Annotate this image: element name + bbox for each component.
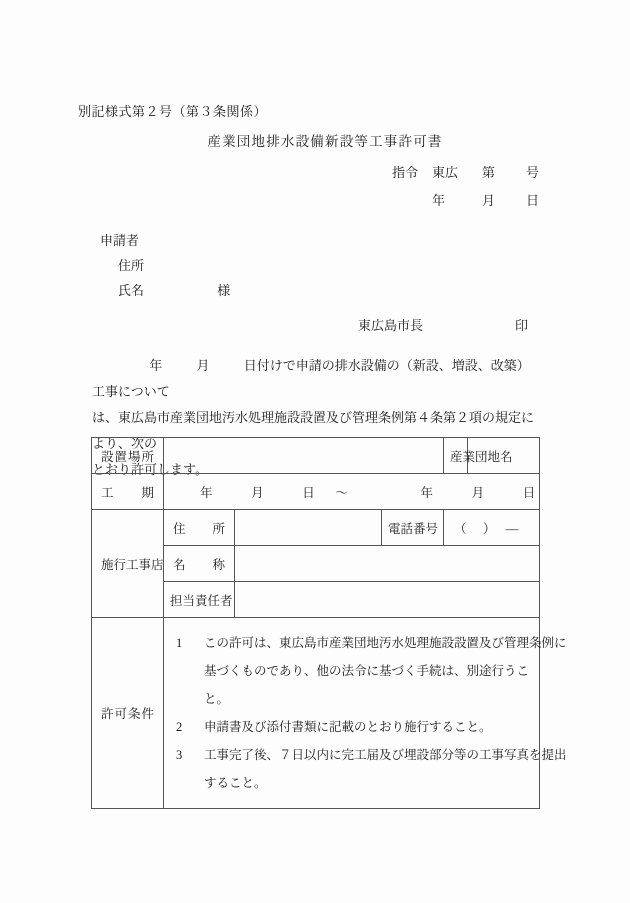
issuer-line [358, 315, 528, 334]
table-row-term [92, 474, 540, 510]
office-code: 東広 [432, 165, 459, 180]
condition-text: この許可は、東広島市産業団地汚水処理施設設置及び管理条例に [204, 636, 567, 650]
condition-text-continued: 基づくものであり、他の法令に基づく手続は、別途行うこと。 [204, 664, 530, 706]
body-year-label: 年 [149, 358, 163, 373]
form-identifier: 別記様式第２号（第３条関係） [78, 104, 268, 119]
document-number-block [392, 162, 546, 218]
conditions-cell [164, 618, 567, 809]
condition-text: 工事完了後、７日以内に完工届及び埋設部分等の工事写真を提出 [204, 748, 567, 762]
term-value[interactable] [164, 474, 540, 510]
term-label: 工期 [92, 474, 164, 510]
body-line-3: とおり許可します。 [92, 462, 208, 477]
term-day-start: 日 [302, 485, 315, 500]
condition-item [176, 629, 567, 657]
body-line-1-text: 日付けで申請の排水設備の（新設、増設、改築）工事について [92, 358, 530, 399]
contractor-name-label: 名称 [164, 546, 235, 582]
term-year-start: 年 [200, 485, 213, 500]
condition-item [176, 713, 529, 741]
shirei-label: 指令 [392, 165, 419, 180]
term-tilde: ～ [335, 485, 348, 500]
applicant-name-label: 氏名 [118, 283, 145, 298]
document-date-line [392, 190, 546, 209]
term-year-end: 年 [420, 485, 434, 500]
seal-icon: 印 [514, 318, 528, 333]
condition-number: 3 [176, 748, 183, 762]
location-value[interactable] [164, 438, 444, 474]
location-label: 設置場所 [92, 438, 164, 474]
term-month-start: 月 [251, 485, 264, 500]
term-day-end: 日 [522, 485, 536, 500]
telephone-label: 電話番号 [382, 510, 444, 546]
responsible-person-label: 担当責任者 [164, 582, 235, 618]
contractor-address-value[interactable] [235, 510, 382, 546]
conditions-label: 許可条件 [92, 618, 164, 809]
condition-text-continued: すること。 [204, 776, 267, 790]
applicant-heading: 申請者 [100, 233, 140, 248]
gou-label: 号 [526, 165, 540, 180]
table-row-conditions [92, 618, 540, 809]
table-row-location [92, 438, 540, 474]
condition-number: 2 [176, 720, 183, 734]
responsible-person-value[interactable] [235, 582, 540, 618]
permit-table [91, 437, 567, 809]
date-spacer [392, 190, 432, 209]
contractor-label: 施行工事店 [92, 510, 164, 618]
applicant-name-row [100, 278, 230, 303]
applicant-address-label: 住所 [118, 258, 145, 273]
condition-text: 申請書及び添付書類に記載のとおり施行すること。 [204, 720, 492, 734]
dai-label: 第 [482, 165, 496, 180]
condition-number: 1 [176, 636, 183, 650]
month-label: 月 [482, 193, 496, 208]
year-label: 年 [432, 193, 446, 208]
body-month-label: 月 [196, 358, 210, 373]
applicant-block [100, 228, 230, 303]
telephone-value[interactable]: （ ） ― [444, 510, 540, 546]
term-month-end: 月 [471, 485, 485, 500]
document-number-line [392, 162, 546, 181]
body-line-2: は、東広島市産業団地汚水処理施設設置及び管理条例第４条第２項の規定により、次の [92, 410, 535, 451]
day-label: 日 [526, 193, 540, 208]
contractor-address-label: 住所 [164, 510, 235, 546]
issuer-title: 東広島市長 [358, 318, 424, 333]
page-title: 産業団地排水設備新設等工事許可書 [207, 134, 443, 149]
body-line-1 [92, 353, 540, 405]
applicant-honorific: 様 [217, 283, 231, 298]
condition-item [176, 741, 567, 769]
contractor-name-value[interactable] [235, 546, 540, 582]
industrial-park-label: 産業団地名 [444, 438, 468, 474]
table-row-contractor-address [92, 510, 540, 546]
